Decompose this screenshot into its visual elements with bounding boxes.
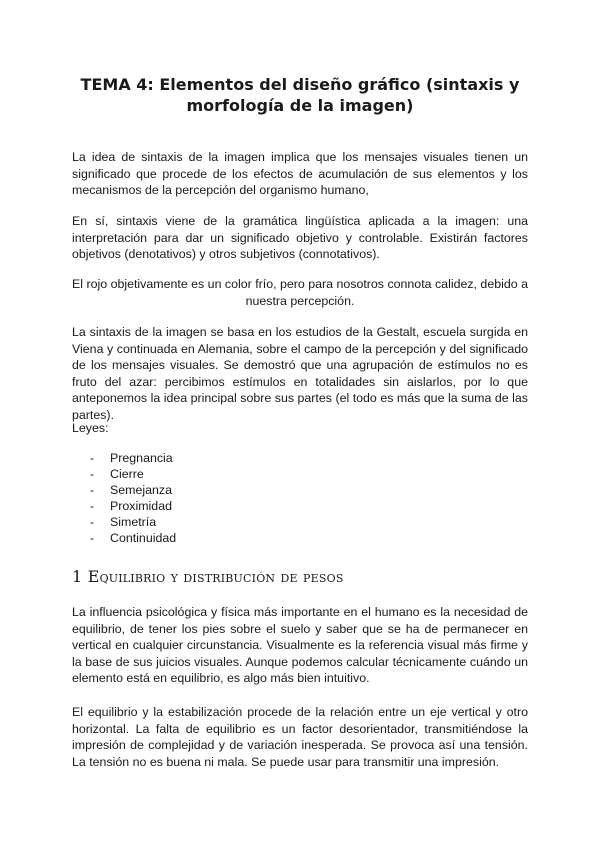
law-cierre: Cierre [110, 467, 144, 481]
paragraph-gestalt: La sintaxis de la imagen se basa en los estudios de la Gestalt, escuela surgida en Viena y continuada en Alemania, sobre el campo de la percepción y del significado de los mensajes visuales. Se demostró que una agrupación de estímulos no es fruto del azar: percibimos estímulos en totalidades sin aislarlos, por lo que anteponemos la idea principal sobre sus partes (el todo es más que la suma de las partes). [72, 325, 528, 422]
laws-label: Leyes: [72, 421, 109, 435]
paragraph-equilibrio: La influencia psicológica y física más importante en el humano es la necesidad de equilibrio, de tener los pies sobre el suelo y saber que se ha de permanecer en vertical en cualquier circunstancia. Visualmente es la referencia visual más firme y la base de sus juicios visuales. Aunque podemos calcular técnicamente cuándo un elemento está en equilibrio, es algo más bien intuitivo. [72, 605, 528, 685]
page-title: TEMA 4: Elementos del diseño gráfico (sintaxis y morfología de la imagen) [80, 75, 520, 115]
law-simetria: Simetría [110, 515, 157, 529]
law-pregnancia: Pregnancia [110, 451, 173, 465]
list-item: - Proximidad [90, 499, 172, 513]
paragraph-sintaxis-intro: La idea de sintaxis de la imagen implica que los mensajes visuales tienen un significado que procede de los efectos de acumulación de sus elementos y los mecanismos de la percepción del organismo humano, [72, 150, 528, 197]
list-item: - Semejanza [90, 483, 172, 497]
section-number: 1 [72, 567, 83, 586]
list-item: - Cierre [90, 467, 144, 481]
law-semejanza: Semejanza [110, 483, 172, 497]
list-item: - Simetría [90, 515, 157, 529]
section-title: Equilibrio y distribución de pesos [87, 567, 344, 586]
list-item: - Pregnancia [90, 451, 173, 465]
list-item: - Continuidad [90, 531, 177, 545]
section-heading [72, 567, 344, 587]
paragraph-sintaxis-definition: En sí, sintaxis viene de la gramática lingüística aplicada a la imagen: una interpretación para dar un significado objetivo y controlable. Existirán factores objetivos (denotativos) y otros subjetivos (connotativos). [72, 214, 528, 261]
paragraph-estabilizacion: El equilibrio y la estabilización procede de la relación entre un eje vertical y otro horizontal. La falta de equilibrio es un factor desorientador, transmitiéndose la impresión de complejidad y de variación inesperada. Se provoca así una tensión. La tensión no es buena ni mala. Se puede usar para transmitir una impresión. [72, 705, 528, 769]
law-continuidad: Continuidad [110, 531, 177, 545]
paragraph-color-example: El rojo objetivamente es un color frío, pero para nosotros connota calidez, debido a nuestra percepción. [72, 277, 528, 308]
laws-list [90, 450, 176, 546]
law-proximidad: Proximidad [110, 499, 172, 513]
